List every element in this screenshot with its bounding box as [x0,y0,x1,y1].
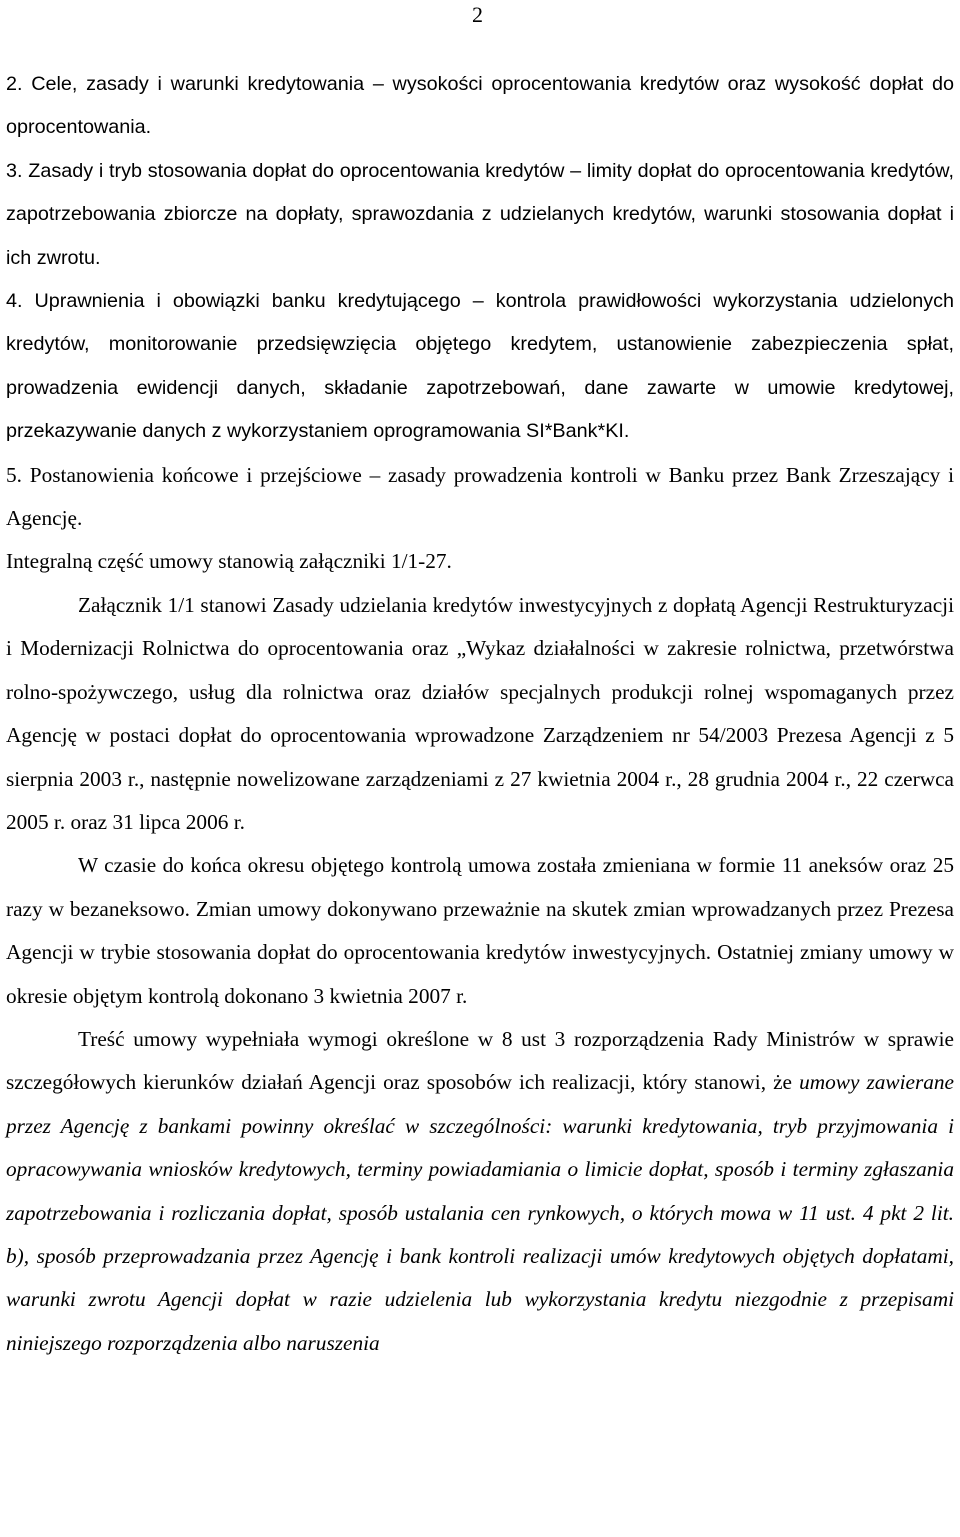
paragraph-item-2: 2. Cele, zasady i warunki kredytowania – wysokości oprocentowania kredytów oraz wysokość dopłat do oprocentowania. [6,73,954,139]
paragraph-item-5: 5. Postanowienia końcowe i przejściowe – zasady prowadzenia kontroli w Banku przez Bank Zrzeszający i Agencję. [6,462,954,531]
requirements-quote: umowy zawierane przez Agencję z bankami powinny określać w szczególności: warunki kredytowania, tryb przyjmowania i opracowywania wniosków kredytowych, terminy powiadamiania o limicie dopłat, sposób i terminy zgłaszania zapotrzebowania i rozliczania dopłat, sposób ustalania cen rynkowych, o których mowa w 11 ust. 4 pkt 2 lit. b), sposób przeprowadzania przez Agencję i bank kontroli realizacji umów kredytowych objętych dopłatami, warunki zwrotu Agencji dopłat w razie udzielenia lub wykorzystania kredytu niezgodnie z przepisami niniejszego rozporządzenia albo naruszenia [6,1070,954,1355]
paragraph-annex-1-1: Załącznik 1/1 stanowi Zasady udzielania kredytów inwestycyjnych z dopłatą Agencji Restrukturyzacji i Modernizacji Rolnictwa do oprocentowania oraz „Wykaz działalności w zakresie rolnictwa, przetwórstwa rolno-spożywczego, usług dla rolnictwa oraz działów specjalnych produkcji rolnej wspomaganych przez Agencję w postaci dopłat do oprocentowania wprowadzone Zarządzeniem nr 54/2003 Prezesa Agencji z 5 sierpnia 2003 r., następnie nowelizowane zarządzeniami z 27 kwietnia 2004 r., 28 grudnia 2004 r., 22 czerwca 2005 r. oraz 31 lipca 2006 r. [6,592,954,834]
document-body [6,63,954,1365]
page-number: 2 [472,2,483,27]
requirements-intro: Treść umowy wypełniała wymogi określone w 8 ust 3 rozporządzenia Rady Ministrów w sprawie szczegółowych kierunków działań Agencji oraz sposobów ich realizacji, który stanowi, że [6,1026,954,1095]
paragraph-item-3: 3. Zasady i tryb stosowania dopłat do oprocentowania kredytów – limity dopłat do oprocentowania kredytów, zapotrzebowania zbiorcze na dopłaty, sprawozdania z udzielanych kredytów, warunki stosowania dopłat i ich zwrotu. [6,159,954,269]
paragraph-amendments: W czasie do końca okresu objętego kontrolą umowa została zmieniana w formie 11 aneksów oraz 25 razy w bezaneksowo. Zmian umowy dokonywano przeważnie na skutek zmian wprowadzanych przez Prezesa Agencji w trybie stosowania dopłat do oprocentowania kredytów inwestycyjnych. Ostatniej zmiany umowy w okresie objętym kontrolą dokonano 3 kwietnia 2007 r. [6,853,954,1008]
paragraph-contract-requirements [6,1018,954,1365]
paragraph-item-4: 4. Uprawnienia i obowiązki banku kredytującego – kontrola prawidłowości wykorzystania udzielonych kredytów, monitorowanie przedsięwzięcia objętego kredytem, ustanowienie zabezpieczenia spłat, prowadzenia ewidencji danych, składanie zapotrzebowań, dane zawarte w umowie kredytowej, przekazywanie danych z wykorzystaniem oprogramowania SI*Bank*KI. [6,290,954,443]
paragraph-attachments: Integralną część umowy stanowią załączniki 1/1-27. [6,549,452,574]
